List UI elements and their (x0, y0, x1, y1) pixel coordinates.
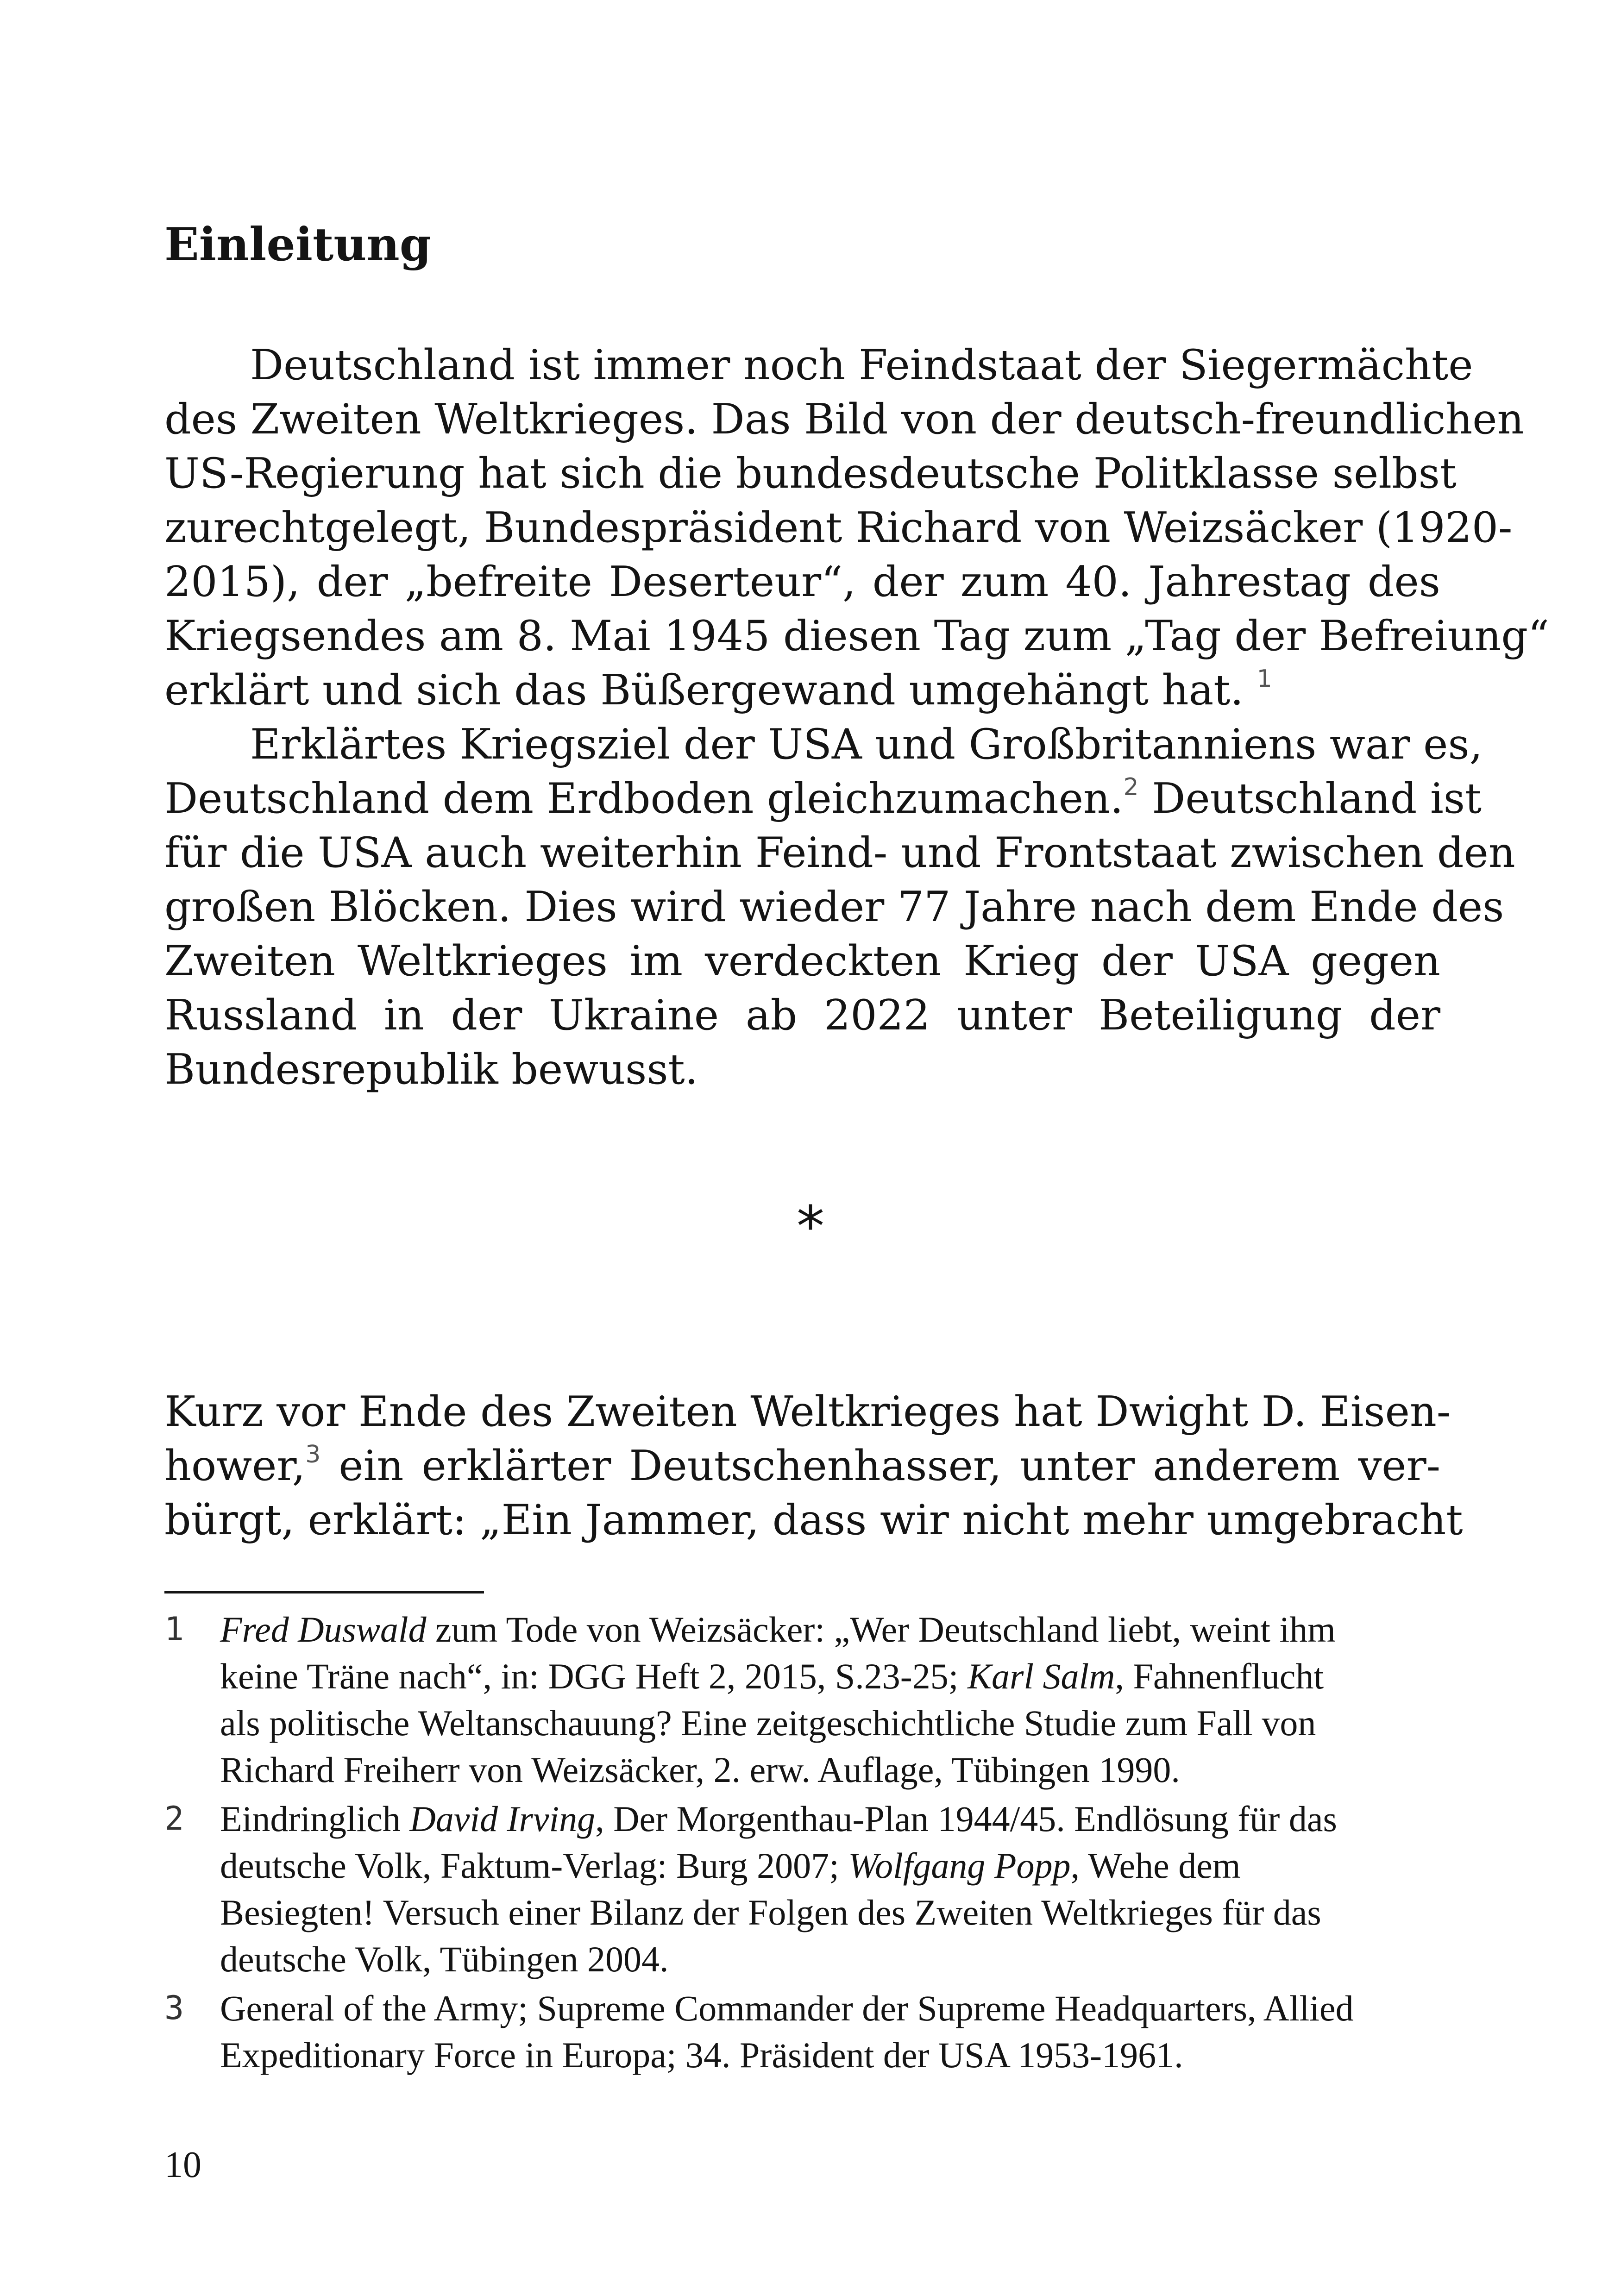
author-name: David Irving (409, 1799, 596, 1839)
footnote-number: 2 (164, 1800, 184, 1838)
footnote-line: Expeditionary Force in Europa; 34. Präsident der USA 1953-1961. (220, 2035, 1183, 2075)
footnotes (164, 1606, 1440, 2081)
text-line: des Zweiten Weltkrieges. Das Bild von der deutsch-freundlichen (164, 395, 1524, 444)
text-fragment: zum Tode von Weizsäcker: „Wer Deutschland liebt, weint ihm (426, 1609, 1336, 1650)
footnote-line: General of the Army; Supreme Commander der Supreme Headquarters, Allied (220, 1988, 1354, 2028)
text-fragment: , Der Morgenthau-Plan 1944/45. Endlösung für das (595, 1799, 1337, 1839)
text-fragment: , Wehe dem (1070, 1845, 1241, 1886)
text-fragment: deutsche Volk, Faktum-Verlag: Burg 2007; (220, 1845, 848, 1886)
text-fragment: , Fahnenflucht (1115, 1656, 1324, 1696)
author-name: Wolfgang Popp (848, 1845, 1071, 1886)
footnote-reference[interactable]: 3 (305, 1441, 321, 1468)
footnote-1 (164, 1606, 1440, 1793)
text-fragment: erklärt und sich das Büßergewand umgehängt hat. (164, 666, 1244, 715)
text-fragment: Deutschland ist (1138, 774, 1482, 823)
text-line: Kriegsendes am 8. Mai 1945 diesen Tag zum „Tag der Befreiung“ (164, 612, 1550, 660)
text-line (164, 663, 1440, 717)
main-text-upper (164, 338, 1550, 1097)
text-fragment: Eindringlich (220, 1799, 410, 1839)
text-line: Erklärtes Kriegsziel der USA und Großbritanniens war es, (250, 720, 1483, 769)
text-fragment: keine Träne nach“, in: DGG Heft 2, 2015, S.23-25; (220, 1656, 968, 1696)
paragraph-3 (164, 1385, 1463, 1547)
footnote-line: als politische Weltanschauung? Eine zeitgeschichtliche Studie zum Fall von (220, 1703, 1316, 1743)
text-line: Zweiten Weltkrieges im verdeckten Krieg der USA gegen (164, 937, 1440, 985)
footnote-reference[interactable]: 2 (1123, 773, 1139, 801)
text-line: Bundesrepublik bewusst. (164, 1045, 698, 1094)
footnote-line (220, 1795, 1440, 1842)
text-line: 2015), der „befreite Deserteur“, der zum 40. Jahrestag des (164, 558, 1440, 606)
text-line: bürgt, erklärt: „Ein Jammer, dass wir nicht mehr umgebracht (164, 1496, 1463, 1544)
footnote-reference[interactable]: 1 (1257, 665, 1272, 693)
author-name: Karl Salm (967, 1656, 1115, 1696)
footnote-line: deutsche Volk, Tübingen 2004. (220, 1939, 669, 1979)
text-fragment: ein erklärter Deutschenhasser, unter anderem ver- (320, 1442, 1440, 1490)
author-name: Fred Duswald (220, 1609, 427, 1650)
footnote-line (220, 1842, 1440, 1889)
main-text-lower (164, 1385, 1463, 1547)
chapter-heading: Einleitung (164, 218, 432, 271)
section-separator: * (797, 1195, 824, 1259)
footnote-line (220, 1606, 1440, 1653)
text-line (164, 772, 1482, 826)
footnote-number: 1 (164, 1610, 184, 1648)
paragraph-1 (164, 338, 1550, 717)
footnote-divider (164, 1591, 484, 1593)
footnote-number: 3 (164, 1989, 184, 2027)
text-line: Russland in der Ukraine ab 2022 unter Beteiligung der (164, 991, 1440, 1040)
paragraph-2 (164, 717, 1515, 1097)
footnote-2 (164, 1795, 1440, 1982)
text-fragment: hower, (164, 1442, 306, 1490)
text-fragment: Deutschland dem Erdboden gleichzumachen. (164, 774, 1124, 823)
text-line: zurechtgelegt, Bundespräsident Richard von Weizsäcker (1920- (164, 503, 1513, 552)
footnote-line: Richard Freiherr von Weizsäcker, 2. erw. Auflage, Tübingen 1990. (220, 1750, 1180, 1790)
footnote-line (220, 1653, 1440, 1700)
footnote-3 (164, 1985, 1440, 2078)
text-line: Deutschland ist immer noch Feindstaat der Siegermächte (250, 341, 1473, 389)
text-line: Kurz vor Ende des Zweiten Weltkrieges hat Dwight D. Eisen- (164, 1387, 1451, 1436)
footnote-line: Besiegten! Versuch einer Bilanz der Folgen des Zweiten Weltkrieges für das (220, 1892, 1321, 1932)
text-line: großen Blöcken. Dies wird wieder 77 Jahre nach dem Ende des (164, 883, 1504, 931)
text-line: für die USA auch weiterhin Feind- und Frontstaat zwischen den (164, 828, 1515, 877)
page-number: 10 (164, 2145, 201, 2185)
text-line: US-Regierung hat sich die bundesdeutsche Politklasse selbst (164, 449, 1457, 498)
text-line (164, 1439, 1440, 1493)
